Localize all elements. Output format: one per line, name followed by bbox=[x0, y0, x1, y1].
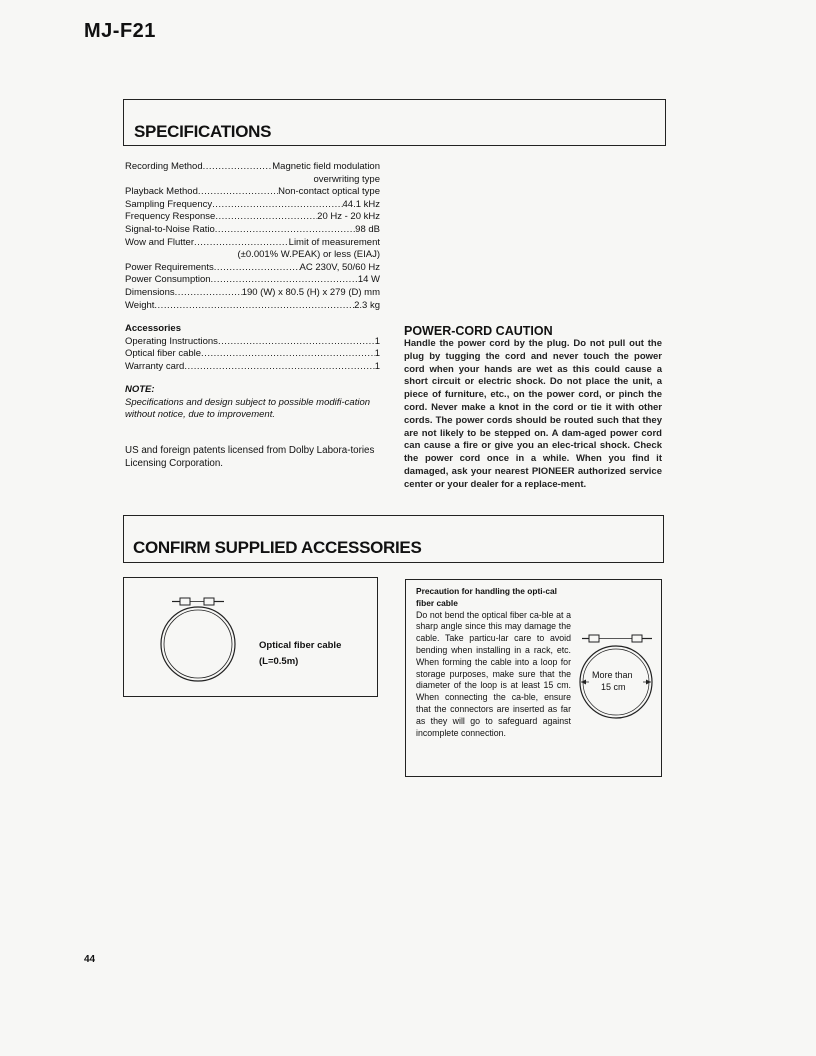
diagram-label-1: More than bbox=[592, 670, 633, 680]
accessory-label: Operating Instructions bbox=[125, 335, 218, 347]
spec-continuation: (±0.001% W.PEAK) or less (EIAJ) bbox=[237, 249, 380, 261]
accessory-qty: 1 bbox=[374, 348, 380, 360]
leader-dots bbox=[215, 224, 355, 237]
accessory-qty: 1 bbox=[374, 335, 380, 347]
leader-dots bbox=[201, 348, 375, 361]
accessory-label: Optical fiber cable bbox=[125, 348, 202, 360]
spec-label: Weight bbox=[125, 299, 155, 311]
note-text: Specifications and design subject to possible modifi-cation without notice, due to improvement. bbox=[125, 396, 371, 421]
precaution-text: Do not bend the optical fiber ca-ble at a sharp angle since this may damage the cable. Take particu-lar care to avoid bending when installing in a rack, etc. When forming the cable into a loop for storage purposes, make sure that the diameter of the loop is at least 15 cm. When connecting the ca-ble, ensure that the connectors are inserted as far as they will go to safeguard against incomplete connection. bbox=[416, 609, 571, 738]
specifications-title: SPECIFICATIONS bbox=[134, 122, 272, 141]
leader-dots bbox=[203, 161, 273, 174]
cable-illustration-box bbox=[123, 577, 378, 697]
spec-label: Frequency Response bbox=[125, 211, 216, 223]
spec-row bbox=[125, 224, 380, 237]
leader-dots bbox=[198, 186, 278, 199]
accessory-qty: 1 bbox=[374, 360, 380, 372]
power-cord-caution bbox=[404, 324, 662, 492]
spec-row bbox=[125, 300, 380, 313]
spec-value: Magnetic field modulation bbox=[272, 161, 380, 172]
spec-label: Power Consumption bbox=[125, 274, 211, 286]
confirm-accessories-header-box bbox=[123, 515, 664, 563]
spec-row bbox=[125, 262, 380, 275]
power-cord-title: POWER-CORD CAUTION bbox=[404, 324, 553, 338]
spec-value: Non-contact optical type bbox=[278, 186, 380, 198]
spec-label: Wow and Flutter bbox=[125, 236, 194, 248]
cable-label: Optical fiber cable bbox=[259, 640, 342, 651]
accessory-row bbox=[125, 348, 380, 361]
accessories-list bbox=[125, 336, 380, 374]
accessory-row bbox=[125, 361, 380, 374]
spec-row bbox=[125, 211, 380, 224]
accessory-row bbox=[125, 336, 380, 349]
precaution-text-block bbox=[416, 586, 571, 739]
spec-row bbox=[125, 199, 380, 212]
leader-dots bbox=[218, 336, 375, 349]
spec-value: 20 Hz - 20 kHz bbox=[317, 211, 380, 223]
spec-continuation: overwriting type bbox=[313, 173, 380, 185]
spec-value: 14 W bbox=[357, 274, 380, 286]
accessory-label: Warranty card bbox=[125, 360, 185, 372]
leader-dots bbox=[184, 361, 374, 374]
model-name: MJ-F21 bbox=[84, 20, 156, 42]
note-block bbox=[125, 384, 380, 422]
accessories-title: Accessories bbox=[125, 323, 181, 334]
spec-value: 44.1 kHz bbox=[342, 198, 380, 210]
optical-cable-loop-icon bbox=[154, 592, 244, 684]
spec-value: AC 230V, 50/60 Hz bbox=[299, 261, 380, 273]
accessories-block bbox=[125, 323, 380, 373]
spec-row bbox=[125, 274, 380, 287]
note-title: NOTE: bbox=[125, 384, 155, 395]
spec-row bbox=[125, 161, 380, 174]
spec-value: Limit of measurement bbox=[288, 236, 380, 248]
spec-row bbox=[125, 186, 380, 199]
cable-length: (L=0.5m) bbox=[259, 656, 299, 667]
spec-label: Sampling Frequency bbox=[125, 198, 213, 210]
diagram-label-2: 15 cm bbox=[601, 682, 626, 692]
precaution-title: Precaution for handling the opti-cal fiber cable bbox=[416, 586, 557, 608]
leader-dots bbox=[211, 274, 358, 287]
confirm-accessories-title: CONFIRM SUPPLIED ACCESSORIES bbox=[133, 538, 422, 557]
spec-value: 98 dB bbox=[355, 223, 380, 235]
spec-label: Dimensions bbox=[125, 286, 175, 298]
spec-label: Recording Method bbox=[125, 161, 203, 172]
leader-dots bbox=[194, 237, 289, 250]
spec-label: Power Requirements bbox=[125, 261, 214, 273]
spec-label: Playback Method bbox=[125, 186, 198, 198]
leader-dots bbox=[212, 199, 342, 212]
leader-dots bbox=[154, 300, 354, 313]
spec-label: Signal-to-Noise Ratio bbox=[125, 223, 215, 235]
spec-row bbox=[125, 287, 380, 300]
spec-value: 190 (W) x 80.5 (H) x 279 (D) mm bbox=[241, 286, 380, 298]
precaution-box bbox=[405, 579, 662, 777]
leader-dots bbox=[215, 211, 317, 224]
leader-dots bbox=[214, 262, 300, 275]
spec-row bbox=[125, 237, 380, 250]
specifications-header-box bbox=[123, 99, 666, 146]
spec-value: 2.3 kg bbox=[354, 299, 380, 311]
patent-text: US and foreign patents licensed from Dolby Labora-tories Licensing Corporation. bbox=[125, 445, 375, 469]
page-number: 44 bbox=[84, 954, 96, 965]
specifications-list bbox=[125, 161, 380, 312]
leader-dots bbox=[175, 287, 242, 300]
power-cord-text: Handle the power cord by the plug. Do not pull out the plug by tugging the cord and never touch the power cord when your hands are wet as this could cause a short circuit or electric shock. Do not place the unit, a piece of furniture, etc., on the power cord, or pinch the cord. Never make a knot in the cord or tie it with other cords. The power cords should be routed such that they are not likely to be stepped on. A dam-aged power cord can cause a fire or give you an elec-trical shock. Check the power cord once in a while. When you find it damaged, ask your nearest PIONEER authorized service center or your dealer for a replace-ment. bbox=[404, 338, 662, 490]
